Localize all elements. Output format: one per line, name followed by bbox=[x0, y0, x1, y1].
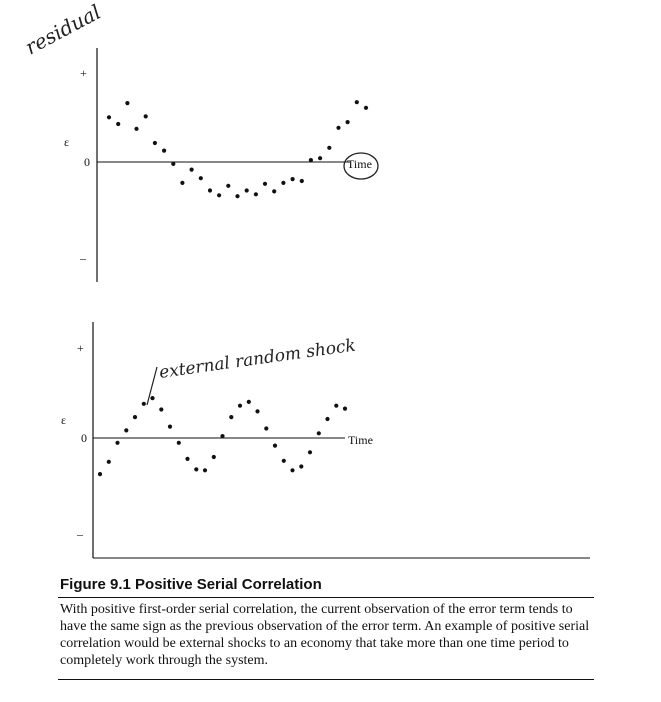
bottom-chart-point-13 bbox=[203, 468, 207, 472]
bottom-chart-point-6 bbox=[142, 402, 146, 406]
bottom-minus-tick: – bbox=[77, 527, 83, 541]
bottom-chart-point-5 bbox=[133, 415, 137, 419]
top-chart-point-13 bbox=[217, 193, 221, 197]
bottom-chart-point-20 bbox=[264, 426, 268, 430]
top-chart-point-14 bbox=[226, 184, 230, 188]
bottom-chart-point-3 bbox=[115, 441, 119, 445]
handwritten-external-shock: external random shock bbox=[157, 335, 357, 383]
bottom-chart-point-26 bbox=[317, 431, 321, 435]
top-chart-point-12 bbox=[208, 188, 212, 192]
bottom-chart-point-24 bbox=[299, 464, 303, 468]
caption-bottom-rule bbox=[58, 679, 594, 680]
bottom-chart-point-8 bbox=[159, 407, 163, 411]
top-chart-point-26 bbox=[336, 126, 340, 130]
bottom-chart-point-27 bbox=[325, 417, 329, 421]
top-chart-point-4 bbox=[134, 127, 138, 131]
caption-top-rule bbox=[58, 597, 594, 598]
bottom-chart-point-17 bbox=[238, 404, 242, 408]
top-zero-tick: 0 bbox=[84, 155, 90, 169]
top-chart-point-3 bbox=[125, 101, 129, 105]
bottom-chart-point-29 bbox=[343, 407, 347, 411]
bottom-plus-tick: + bbox=[77, 341, 84, 355]
bottom-chart-point-11 bbox=[185, 457, 189, 461]
figure-caption-body: With positive first-order serial correlation, the current observation of the error term tends to have the same sign as the previous observation of the error term. An example of positive serial correlation would be external shocks to an economy that take more than one time period to completely work through the system. bbox=[60, 602, 590, 668]
top-chart-point-1 bbox=[107, 115, 111, 119]
bottom-chart-point-23 bbox=[290, 468, 294, 472]
bottom-chart-point-1 bbox=[98, 472, 102, 476]
top-chart-point-27 bbox=[346, 120, 350, 124]
top-chart-point-18 bbox=[263, 182, 267, 186]
top-chart-point-23 bbox=[309, 158, 313, 162]
top-chart-point-9 bbox=[180, 181, 184, 185]
bottom-chart-point-22 bbox=[282, 459, 286, 463]
top-chart-point-8 bbox=[171, 162, 175, 166]
figure-caption-title: Figure 9.1 Positive Serial Correlation bbox=[60, 576, 322, 593]
top-chart-point-15 bbox=[235, 194, 239, 198]
bottom-chart-point-9 bbox=[168, 425, 172, 429]
top-chart-point-17 bbox=[254, 192, 258, 196]
top-chart-point-7 bbox=[162, 149, 166, 153]
bottom-epsilon-label: ε bbox=[61, 413, 67, 427]
bottom-chart-point-16 bbox=[229, 415, 233, 419]
top-chart-point-19 bbox=[272, 189, 276, 193]
bottom-time-label: Time bbox=[348, 433, 373, 447]
bottom-zero-tick: 0 bbox=[81, 431, 87, 445]
top-chart-point-21 bbox=[291, 177, 295, 181]
top-time-label: Time bbox=[347, 157, 372, 171]
top-chart-point-6 bbox=[153, 141, 157, 145]
bottom-chart-point-25 bbox=[308, 450, 312, 454]
top-chart-point-24 bbox=[318, 156, 322, 160]
bottom-chart-point-7 bbox=[150, 396, 154, 400]
top-epsilon-label: ε bbox=[64, 135, 70, 149]
bottom-chart-point-2 bbox=[107, 460, 111, 464]
top-minus-tick: – bbox=[80, 251, 86, 265]
top-chart-point-25 bbox=[327, 146, 331, 150]
top-chart-point-16 bbox=[245, 188, 249, 192]
handwritten-residual: residual bbox=[21, 0, 105, 60]
top-chart-point-28 bbox=[355, 100, 359, 104]
top-chart-point-5 bbox=[144, 114, 148, 118]
bottom-chart-point-10 bbox=[177, 441, 181, 445]
top-chart-point-10 bbox=[190, 168, 194, 172]
top-chart-point-22 bbox=[300, 179, 304, 183]
bottom-chart-point-28 bbox=[334, 404, 338, 408]
bottom-chart-point-15 bbox=[220, 434, 224, 438]
top-chart bbox=[64, 48, 378, 282]
bottom-chart-point-14 bbox=[212, 455, 216, 459]
bottom-chart-point-4 bbox=[124, 428, 128, 432]
top-chart-point-20 bbox=[281, 181, 285, 185]
top-chart-point-11 bbox=[199, 176, 203, 180]
bottom-chart-point-21 bbox=[273, 444, 277, 448]
top-chart-point-2 bbox=[116, 122, 120, 126]
top-plus-tick: + bbox=[80, 66, 87, 80]
top-chart-point-29 bbox=[364, 106, 368, 110]
bottom-chart-point-19 bbox=[255, 409, 259, 413]
bottom-chart-point-12 bbox=[194, 467, 198, 471]
bottom-chart-point-18 bbox=[247, 400, 251, 404]
